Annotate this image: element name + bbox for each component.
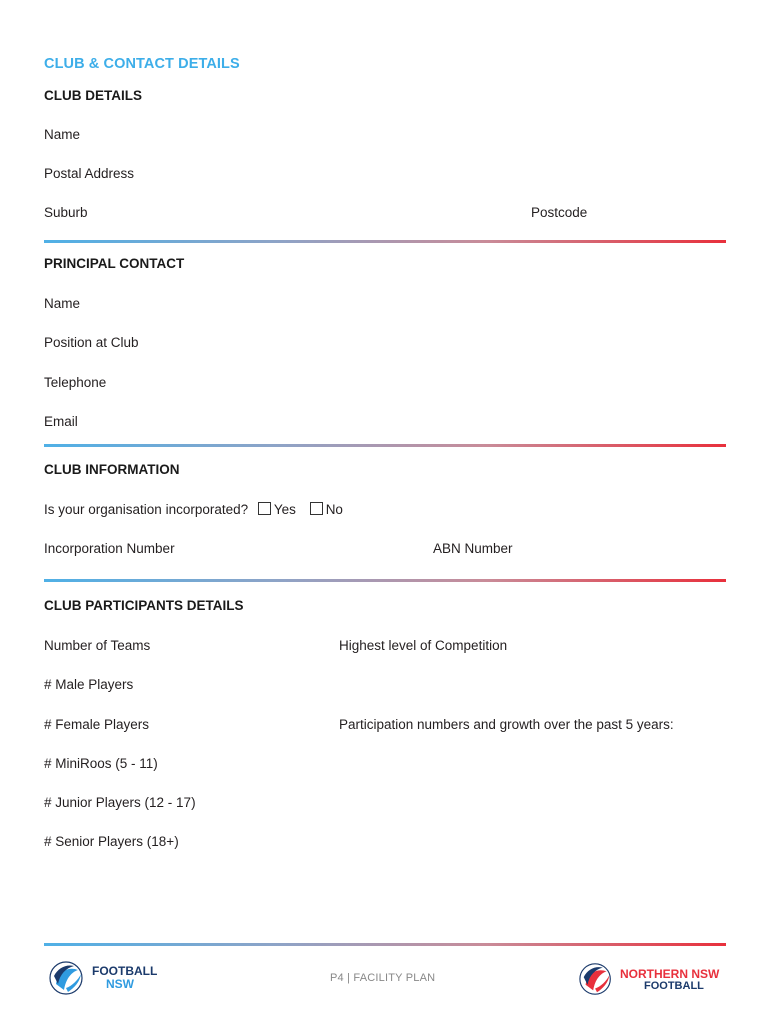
no-option[interactable] xyxy=(310,502,343,517)
section-divider xyxy=(44,579,726,582)
incorporation-number-field[interactable] xyxy=(200,539,420,557)
suburb-field[interactable] xyxy=(100,203,520,221)
page-number: P4 | FACILITY PLAN xyxy=(330,972,436,984)
incorporated-row xyxy=(44,502,343,517)
footer-divider xyxy=(44,943,726,946)
suburb-label: Suburb xyxy=(44,205,88,220)
club-name-label: Name xyxy=(44,127,81,142)
female-players-field[interactable] xyxy=(160,715,330,733)
page-title: CLUB & CONTACT DETAILS xyxy=(44,56,240,72)
yes-checkbox[interactable] xyxy=(258,502,271,515)
junior-players-field[interactable] xyxy=(205,793,330,811)
email-label: Email xyxy=(44,414,78,429)
football-nsw-logo-line2: NSW xyxy=(106,977,134,991)
position-field[interactable] xyxy=(160,333,726,351)
abn-number-field[interactable] xyxy=(530,539,726,557)
male-players-label: # Male Players xyxy=(44,677,134,692)
contact-name-field[interactable] xyxy=(130,294,726,312)
highest-level-field[interactable] xyxy=(535,636,726,654)
telephone-label: Telephone xyxy=(44,375,107,390)
telephone-field[interactable] xyxy=(130,373,726,391)
incorporation-number-label: Incorporation Number xyxy=(44,541,175,556)
yes-option[interactable] xyxy=(258,502,296,517)
northern-nsw-football-logo xyxy=(578,960,728,1000)
junior-players-label: # Junior Players (12 - 17) xyxy=(44,795,196,810)
postcode-label: Postcode xyxy=(531,205,588,220)
growth-field[interactable] xyxy=(339,740,726,850)
postcode-field[interactable] xyxy=(600,203,726,221)
postal-address-field[interactable] xyxy=(150,164,726,182)
miniroos-field[interactable] xyxy=(170,754,330,772)
female-players-label: # Female Players xyxy=(44,717,150,732)
northern-nsw-logo-line1: NORTHERN NSW xyxy=(620,967,720,981)
postal-address-label: Postal Address xyxy=(44,166,135,181)
no-label: No xyxy=(325,502,343,517)
football-nsw-emblem-icon xyxy=(48,958,88,998)
male-players-field[interactable] xyxy=(145,675,330,693)
senior-players-field[interactable] xyxy=(195,832,330,850)
position-label: Position at Club xyxy=(44,335,139,350)
club-name-field[interactable] xyxy=(130,125,726,143)
teams-field[interactable] xyxy=(165,636,330,654)
football-nsw-logo-line1: FOOTBALL xyxy=(92,964,158,978)
abn-number-label: ABN Number xyxy=(433,541,513,556)
principal-contact-heading: PRINCIPAL CONTACT xyxy=(44,256,185,271)
yes-label: Yes xyxy=(273,502,296,517)
football-nsw-logo xyxy=(48,958,168,998)
northern-nsw-logo-line2: FOOTBALL xyxy=(644,980,704,992)
section-divider xyxy=(44,444,726,447)
club-information-heading: CLUB INFORMATION xyxy=(44,462,180,477)
teams-label: Number of Teams xyxy=(44,638,151,653)
miniroos-label: # MiniRoos (5 - 11) xyxy=(44,756,158,771)
participants-heading: CLUB PARTICIPANTS DETAILS xyxy=(44,598,244,613)
email-field[interactable] xyxy=(100,412,726,430)
growth-label: Participation numbers and growth over the past 5 years: xyxy=(339,717,674,732)
club-details-heading: CLUB DETAILS xyxy=(44,88,142,103)
senior-players-label: # Senior Players (18+) xyxy=(44,834,179,849)
section-divider xyxy=(44,240,726,243)
incorporated-question: Is your organisation incorporated? xyxy=(44,502,249,517)
contact-name-label: Name xyxy=(44,296,81,311)
highest-level-label: Highest level of Competition xyxy=(339,638,508,653)
no-checkbox[interactable] xyxy=(310,502,323,515)
northern-nsw-emblem-icon xyxy=(578,960,616,998)
